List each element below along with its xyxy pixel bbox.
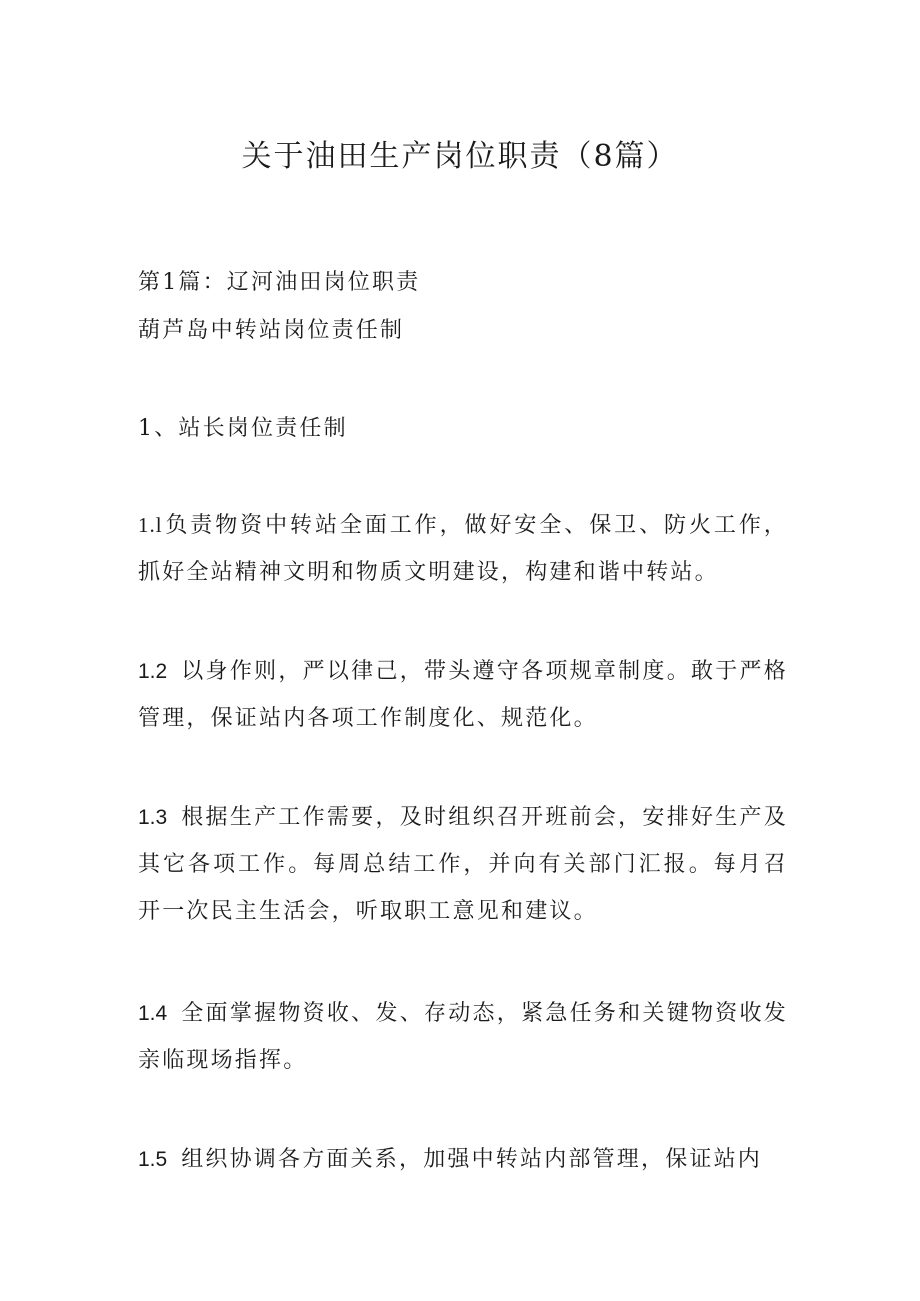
subheading: 葫芦岛中转站岗位责任制: [138, 318, 405, 343]
paragraph-text: 根据生产工作需要，及时组织召开班前会，安排好生产及其它各项工作。每周总结工作，并向有关部门汇报。每月召开一次民主生活会，听取职工意见和建议。: [138, 805, 788, 924]
paragraph-number: 1.3: [138, 806, 168, 829]
item-heading: [138, 414, 348, 444]
paragraph: [138, 1136, 788, 1183]
document-title: 关于油田生产岗位职责（8篇）: [241, 139, 679, 174]
paragraph-number: 1.2: [138, 660, 168, 683]
item-heading-number: 1、: [138, 416, 179, 441]
item-heading-text: 站长岗位责任制: [178, 416, 348, 441]
paragraph-number: 1.4: [138, 1002, 168, 1025]
paragraph-number: 1.5: [138, 1148, 168, 1171]
paragraph-number: 1.l: [138, 513, 163, 537]
paragraph: [138, 502, 788, 596]
paragraph-text: 负责物资中转站全面工作，做好安全、保卫、防火工作，抓好全站精神文明和物质文明建设，构建和谐中转站。: [138, 513, 788, 585]
section-heading: 第1篇：辽河油田岗位职责: [138, 270, 421, 295]
paragraph-text: 组织协调各方面关系，加强中转站内部管理，保证站内: [181, 1147, 763, 1172]
paragraph-text: 全面掌握物资收、发、存动态，紧急任务和关键物资收发亲临现场指挥。: [138, 1001, 788, 1073]
paragraph: [138, 648, 788, 742]
paragraph-text: 以身作则，严以律己，带头遵守各项规章制度。敢于严格管理，保证站内各项工作制度化、规范化。: [138, 659, 788, 731]
paragraph: [138, 990, 788, 1084]
paragraph: [138, 794, 788, 935]
